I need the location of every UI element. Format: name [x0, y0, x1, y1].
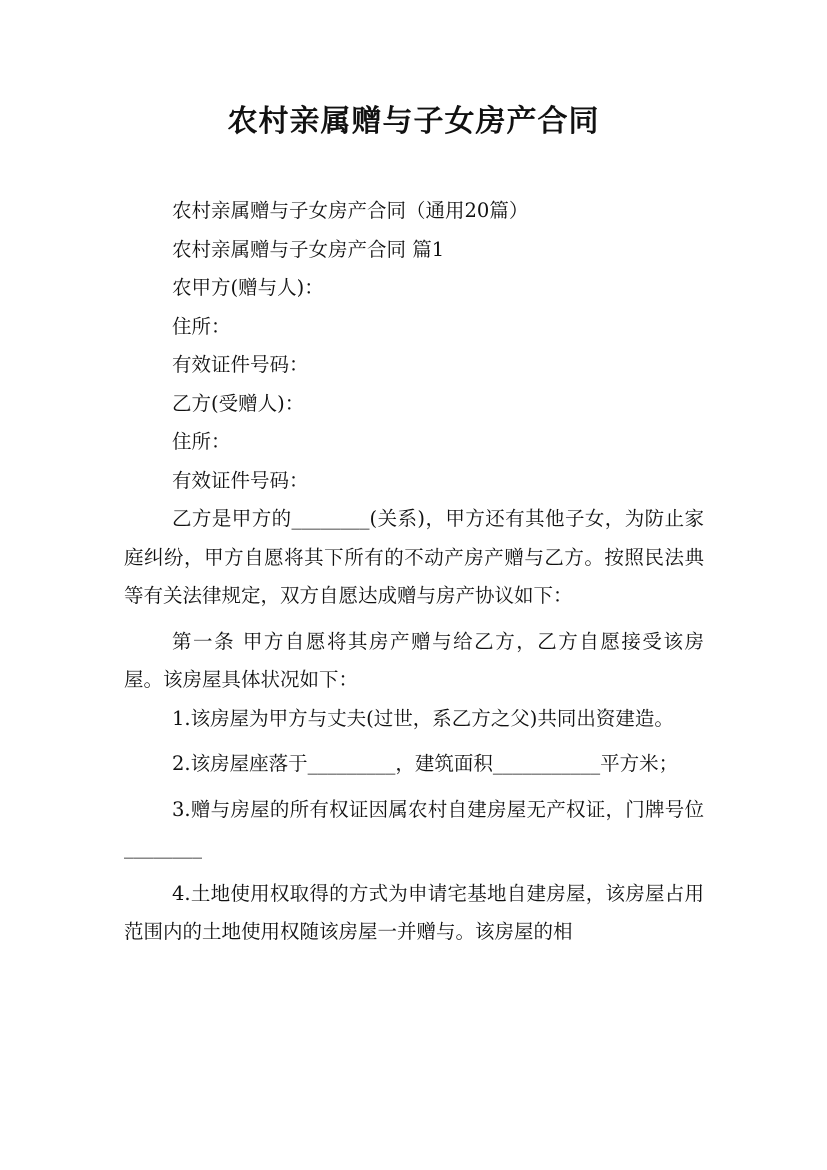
document-title: 农村亲属赠与子女房产合同	[227, 104, 600, 139]
section-heading: 农村亲属赠与子女房产合同 篇1	[172, 237, 445, 261]
party-b-label: 乙方(受赠人)：	[172, 391, 305, 415]
preamble-paragraph: 乙方是甲方的________(关系)，甲方还有其他子女，为防止家庭纠纷，甲方自愿将其下所有的不动产房产赠与乙方。按照民法典等有关法律规定，双方自愿达成赠与房产协议如下：	[124, 507, 704, 607]
item-3-paragraph: 3.赠与房屋的所有权证因属农村自建房屋无产权证，门牌号位________	[124, 797, 704, 859]
item-4-paragraph: 4.土地使用权取得的方式为申请宅基地自建房屋，该房屋占用范围内的土地使用权随该房屋一并赠与。该房屋的相	[124, 881, 704, 943]
document-subtitle: 农村亲属赠与子女房产合同（通用20篇）	[172, 199, 529, 222]
item-2-paragraph: 2.该房屋座落于_________，建筑面积___________平方米；	[172, 752, 679, 775]
party-b-id: 有效证件号码：	[172, 468, 309, 492]
party-a-address: 住所：	[172, 314, 231, 338]
article-1-paragraph: 第一条 甲方自愿将其房产赠与给乙方，乙方自愿接受该房屋。该房屋具体状况如下：	[124, 629, 704, 691]
item-1-paragraph: 1.该房屋为甲方与丈夫(过世，系乙方之父)共同出资建造。	[172, 706, 674, 730]
party-b-address: 住所：	[172, 430, 231, 453]
document-body	[124, 192, 704, 952]
party-a-id: 有效证件号码：	[172, 353, 309, 376]
party-a-label: 农甲方(赠与人)：	[172, 276, 324, 299]
